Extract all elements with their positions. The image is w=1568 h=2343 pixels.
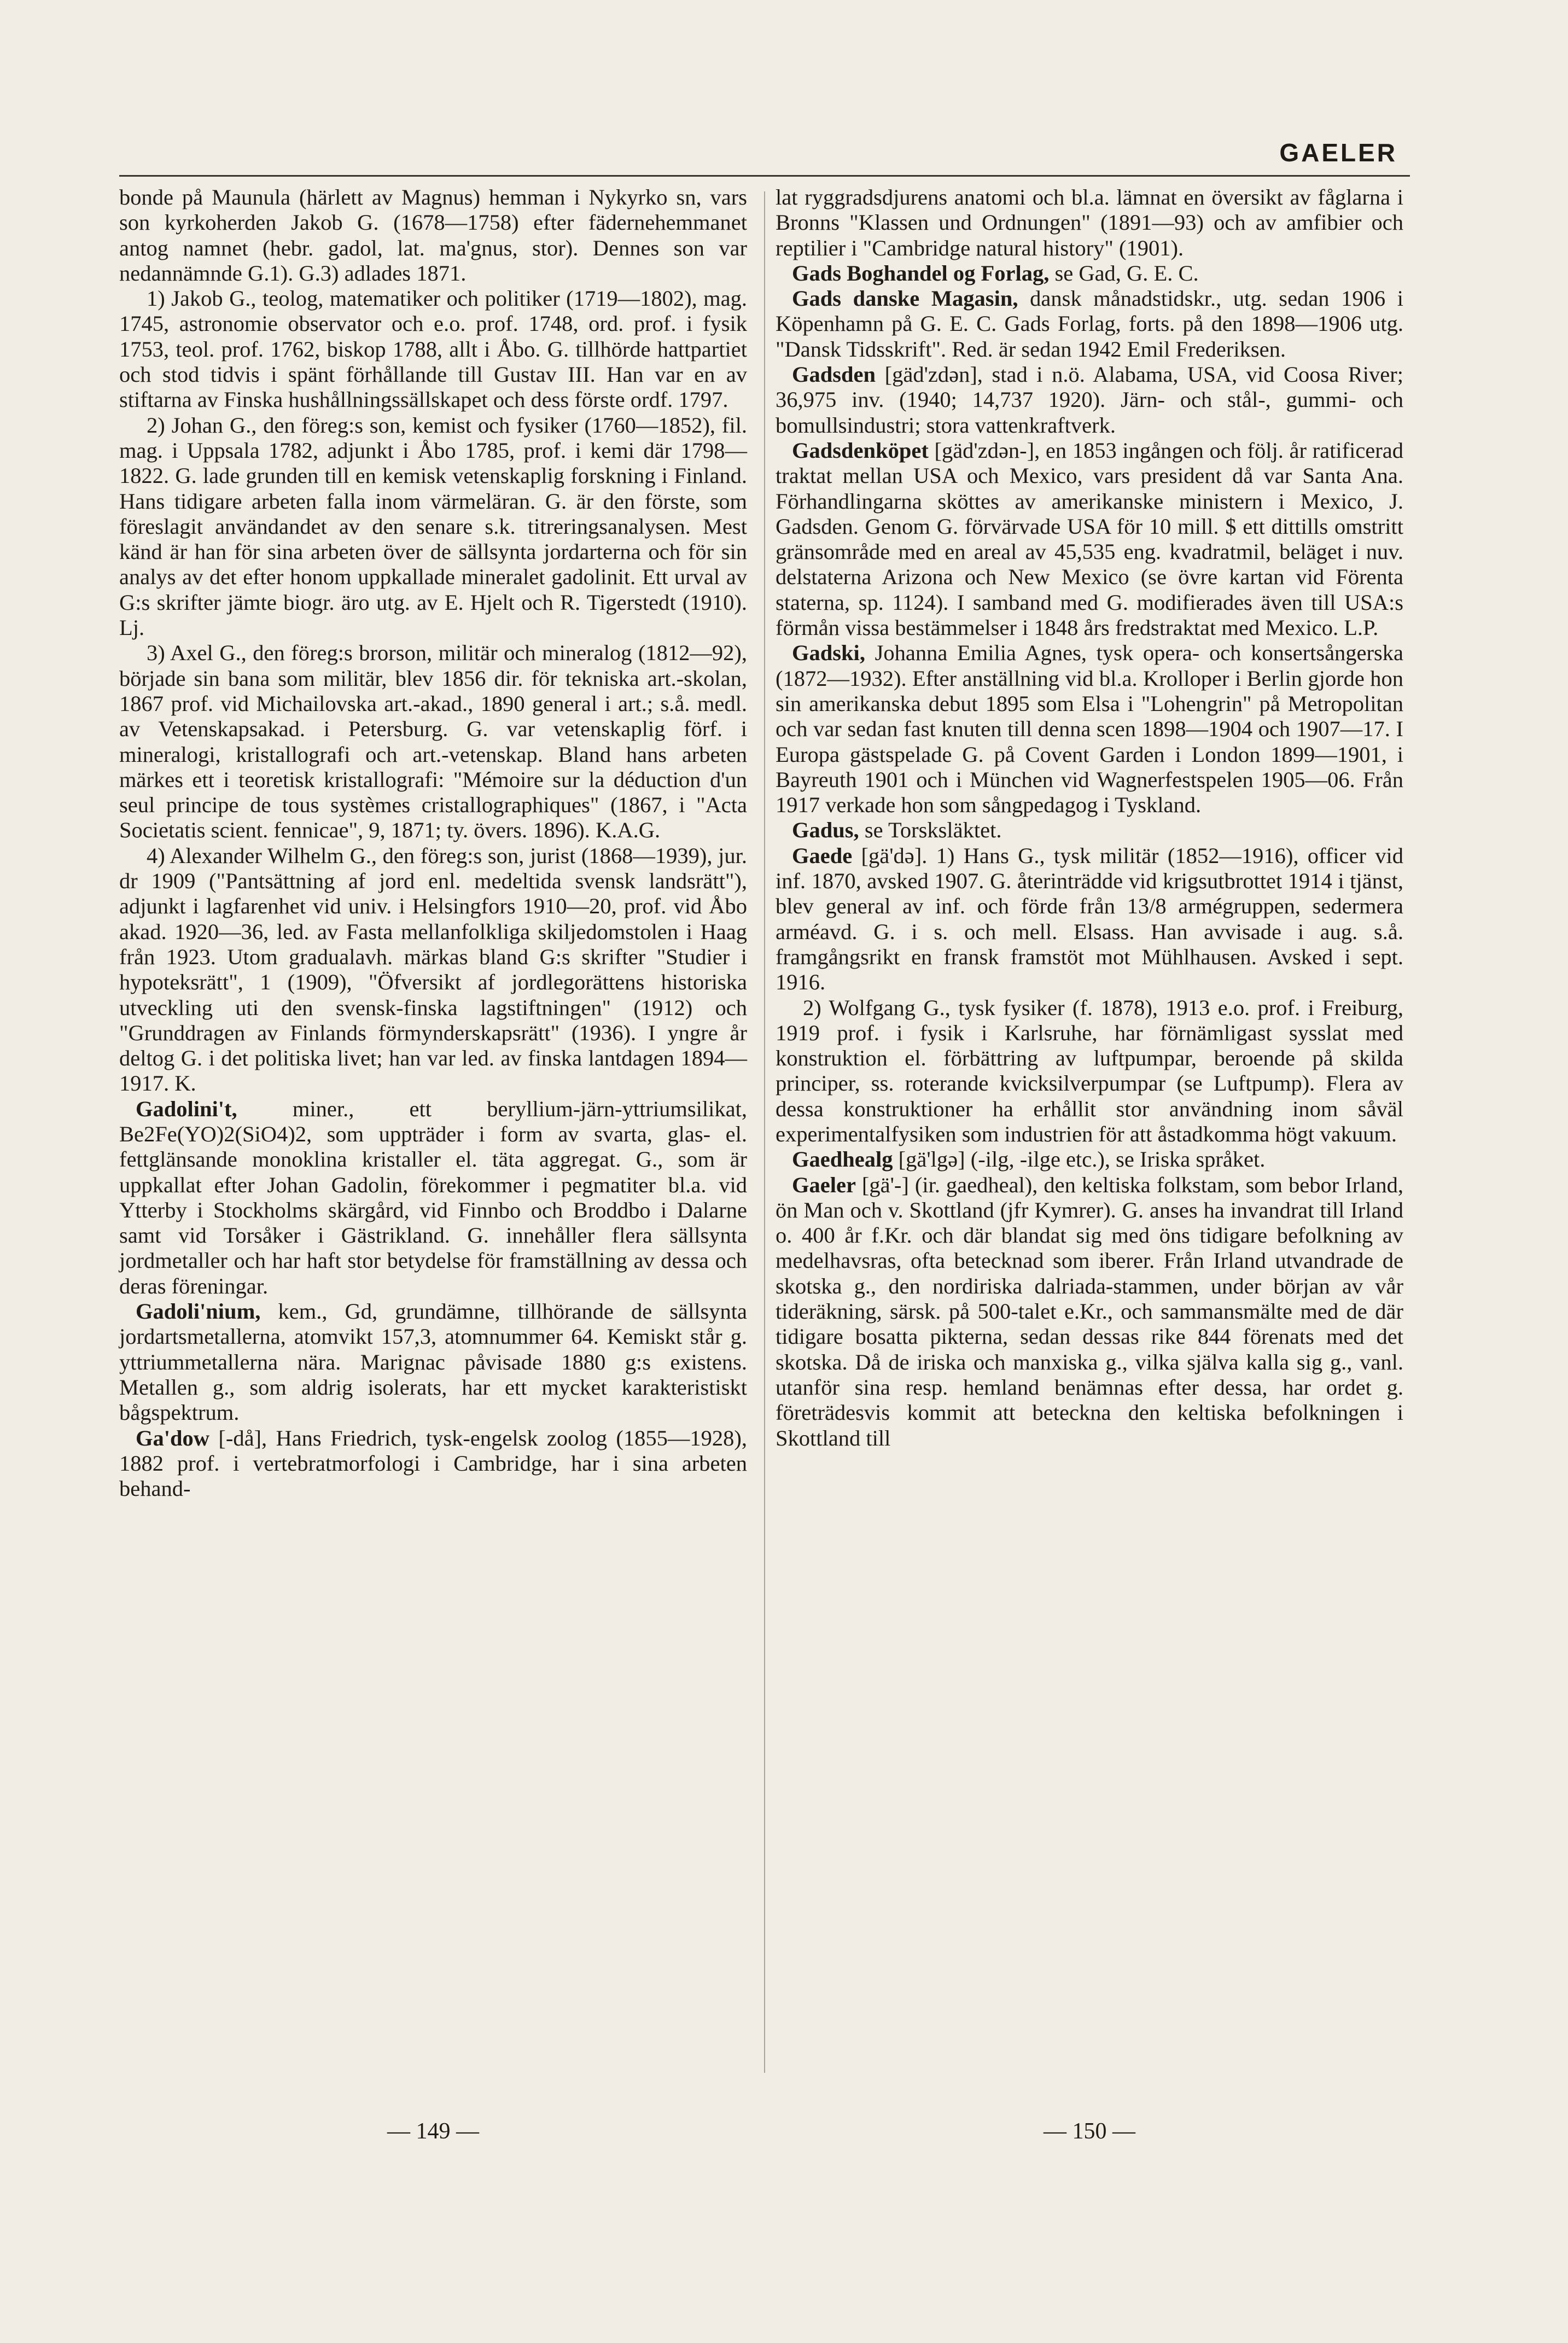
entry-text: dansk månadstidskr., utg. sedan 1906 i Köpenhamn på G. E. C. Gads Forlag, forts. på den 1898—1906 utg. "Dansk Tidsskrift". Red. är sedan 1942 Emil Frederiksen. xyxy=(776,286,1404,362)
entry-headword: Gaedhealg xyxy=(792,1147,893,1172)
entry-text: bonde på Maunula (härlett av Magnus) hemman i Nykyrko sn, vars son kyrkoherden Jakob G. (1678—1758) efter fädernehemmanet antog namnet (hebr. gadol, lat. ma'gnus, stor). Dennes son var nedannämnde G.1). G.3) adlades 1871. xyxy=(119,185,747,285)
right-column-paragraph xyxy=(776,1173,1403,1451)
entry-text: se Torsksläktet. xyxy=(864,818,1002,843)
entry-text: [gäd'zdən], stad i n.ö. Alabama, USA, vid Coosa River; 36,975 inv. (1940; 14,737 1920). Järn- och stål-, gummi- och bomullsindustri; stora vattenkraftverk. xyxy=(776,362,1403,438)
entry-text: [gä'də]. 1) Hans G., tysk militär (1852—1916), officer vid inf. 1870, avsked 1907. G. återinträdde vid krigsutbrottet 1914 i tjänst, blev general av inf. och förde från 13/8 armégruppen, sedermera arméavd. G. i s. och mell. Elsass. Han avvisade i aug. s.å. framgångsrikt en fransk framstöt mot Mühlhausen. Avsked i sept. 1916. xyxy=(776,843,1404,995)
entry-text: se Gad, G. E. C. xyxy=(1054,260,1199,285)
entry-text: miner., ett beryllium-järn-yttriumsilikat, Be2Fe(YO)2(SiO4)2, som uppträder i form av svarta, glas- el. fettglänsande monoklina kristaller el. täta aggregat. G., som är uppkallat efter Johan Gadolin, förekommer i pegmatiter bl.a. vid Ytterby i Stockholms skärgård, vid Finnbo och Broddbo i Dalarne samt vid Torsåker i Gästrikland. G. innehåller flera sällsynta jordmetaller och har haft stor betydelse för framställning av dessa och deras föreningar. xyxy=(119,1096,747,1298)
right-column-paragraph xyxy=(776,261,1403,286)
right-column-paragraph xyxy=(776,185,1403,261)
entry-headword: Gadus, xyxy=(792,818,859,843)
entry-text: 2) Wolfgang G., tysk fysiker (f. 1878), 1913 e.o. prof. i Freiburg, 1919 prof. i fysik i Karlsruhe, har förnämligast sysslat med konstruktion el. förbättring av luftpumpar, beroende på skilda principer, ss. roterande kvicksilverpumpar (se Luftpump). Flera av dessa konstruktioner ha erhållit stor användning inom såväl experimentalfysiken som industrien för att åstadkomma högt vakuum. xyxy=(776,995,1403,1146)
header-rule xyxy=(119,175,1410,177)
left-column xyxy=(119,185,747,1501)
entry-headword: Gaede xyxy=(792,843,853,868)
entry-headword: Gads Boghandel og Forlag, xyxy=(792,260,1050,285)
right-column-paragraph xyxy=(776,995,1403,1147)
right-column-paragraph xyxy=(776,362,1403,438)
left-column-paragraph xyxy=(119,1299,747,1425)
right-column-paragraph xyxy=(776,1147,1403,1172)
page-number-left: — 149 — xyxy=(387,2119,479,2144)
left-column-paragraph xyxy=(119,1097,747,1299)
entry-text: 4) Alexander Wilhelm G., den föreg:s son, jurist (1868—1939), jur. dr 1909 ("Pantsättning af jord enl. medeltida svensk landsrätt"), adjunkt i lagfarenhet vid univ. i Helsingfors 1910—20, prof. vid Åbo akad. 1920—36, led. av Fasta mellanfolkliga skiljedomstolen i Haag från 1923. Utom gradualavh. märkas bland G:s skrifter "Studier i hypoteksrätt", 1 (1909), "Öfversikt af jordlegorättens historiska utveckling uti den svensk-finska lagstiftningen" (1912) och "Grunddragen av Finlands förmynderskapsrätt" (1936). I yngre år deltog G. i det politiska livet; han var led. av finska lantdagen 1894—1917. K. xyxy=(119,843,747,1096)
entry-text: [gäd'zdən-], en 1853 ingången och följ. år ratificerad traktat mellan USA och Mexico, vars president då var Santa Ana. Förhandlingarna sköttes av amerikanske ministern i Mexico, J. Gadsden. Genom G. förvärvade USA för 10 mill. $ ett dittills omstritt gränsområde med en areal av 45,535 eng. kvadratmil, beläget i nuv. delstaterna Arizona och New Mexico (se övre kartan vid Förenta staterna, sp. 1124). I samband med G. modifierades även till USA:s förmån vissa bestämmelser i 1848 års fredstraktat med Mexico. L.P. xyxy=(776,438,1403,640)
entry-headword: Ga'dow xyxy=(136,1425,210,1450)
entry-headword: Gadsdenköpet xyxy=(792,438,929,463)
entry-text: lat ryggradsdjurens anatomi och bl.a. lämnat en översikt av fåglarna i Bronns "Klassen und Ordnungen" (1891—93) och av amfibier och reptilier i "Cambridge natural history" (1901). xyxy=(776,185,1403,260)
left-column-paragraph xyxy=(119,640,747,843)
entry-headword: Gadski, xyxy=(792,640,865,666)
entry-text: 2) Johan G., den föreg:s son, kemist och fysiker (1760—1852), fil. mag. i Uppsala 1782, adjunkt i Åbo 1785, prof. i kemi där 1798—1822. G. lade grunden till en kemisk vetenskaplig forskning i Finland. Hans tidigare arbeten falla inom värmeläran. G. är den förste, som föreslagit användandet av den senare s.k. titreringsanalysen. Mest känd är han för sina arbeten över de sällsynta jordarterna och för sin analys av det efter honom uppkallade mineralet gadolinit. Ett urval av G:s skrifter jämte biogr. äro utg. av E. Hjelt och R. Tigerstedt (1910). Lj. xyxy=(119,412,747,640)
entry-text: kem., Gd, grundämne, tillhörande de sällsynta jordartsmetallerna, atomvikt 157,3, atomnummer 64. Kemiskt står g. yttriummetallerna nära. Marignac påvisade 1880 g:s existens. Metallen g., som aldrig isolerats, har ett mycket karakteristiskt bågspektrum. xyxy=(119,1299,748,1425)
entry-headword: Gadoli'nium, xyxy=(136,1299,261,1324)
entry-headword: Gadolini't, xyxy=(136,1096,237,1121)
right-column xyxy=(776,185,1403,1451)
left-column-paragraph xyxy=(119,843,747,1097)
entry-text: [gä'-] (ir. gaedheal), den keltiska folkstam, som bebor Irland, ön Man och v. Skottland (jfr Kymrer). G. anses ha invandrat till Irland o. 400 år f.Kr. och där blandat sig med öns tidigare befolkning av medelhavsras, ofta betecknad som iberer. Från Irland utvandrade de skotska g., den nordiriska dalriada-stammen, under början av vår tideräkning, särsk. på 500-talet e.Kr., och sammansmälte med de där tidigare bosatta pikterna, sedan dessas rike 844 förenats med det skotska. Då de iriska och manxiska g., vilka själva kalla sig g., vanl. utanför sina resp. hemland benämnas efter dessa, har ordet g. företrädesvis kommit att beteckna den keltiska befolkningen i Skottland till xyxy=(776,1172,1403,1450)
entry-text: [-då], Hans Friedrich, tysk-engelsk zoolog (1855—1928), 1882 prof. i vertebratmorfologi i Cambridge, har i sina arbeten behand- xyxy=(119,1425,748,1501)
entry-text: 1) Jakob G., teolog, matematiker och politiker (1719—1802), mag. 1745, astronomie observator och e.o. prof. 1748, ord. prof. i fysik 1753, teol. prof. 1762, biskop 1788, allt i Åbo. G. tillhörde hattpartiet och stod tidvis i spänt förhållande till Gustav III. Han var en av stiftarna av Finska hushållningssällskapet och dess förste ordf. 1797. xyxy=(119,286,747,412)
running-head: GAELER xyxy=(1279,138,1397,167)
entry-text: 3) Axel G., den föreg:s brorson, militär och mineralog (1812—92), började sin bana som militär, blev 1856 dir. för tekniska art.-skolan, 1867 prof. vid Michailovska art.-akad., 1890 general i art.; s.å. medl. av Vetenskapsakad. i Petersburg. G. var vetenskaplig förf. i mineralogi, kristallografi och art.-vetenskap. Bland hans arbeten märkes ett i teoretisk kristallografi: "Mémoire sur la déduction d'un seul principe de tous systèmes cristallographiques" (1867, i "Acta Societatis scient. fennicae", 9, 1871; ty. övers. 1896). K.A.G. xyxy=(119,640,747,843)
left-column-paragraph xyxy=(119,1426,747,1502)
right-column-paragraph xyxy=(776,438,1403,640)
column-divider xyxy=(764,191,765,2073)
right-column-paragraph xyxy=(776,640,1403,818)
right-column-paragraph xyxy=(776,818,1403,843)
left-column-paragraph xyxy=(119,185,747,286)
entry-text: [gä'lgə] (-ilg, -ilge etc.), se Iriska språket. xyxy=(898,1147,1266,1172)
entry-headword: Gaeler xyxy=(792,1172,856,1197)
right-column-paragraph xyxy=(776,286,1403,362)
left-column-paragraph xyxy=(119,286,747,412)
right-column-paragraph xyxy=(776,843,1403,995)
page-number-right: — 150 — xyxy=(1044,2119,1135,2144)
left-column-paragraph xyxy=(119,413,747,641)
entry-text: Johanna Emilia Agnes, tysk opera- och konsertsångerska (1872—1932). Efter anställning vid bl.a. Krolloper i Berlin gjorde hon sin amerikanska debut 1895 som Elsa i "Lohengrin" på Metropolitan och var sedan fast knuten till denna scen 1898—1904 och 1907—17. I Europa gästspelade G. på Covent Garden i London 1899—1901, i Bayreuth 1901 och i München vid Wagnerfestspelen 1905—06. Från 1917 verkade hon som sångpedagog i Tyskland. xyxy=(776,640,1404,818)
entry-headword: Gads danske Magasin, xyxy=(792,286,1018,311)
entry-headword: Gadsden xyxy=(792,362,876,387)
